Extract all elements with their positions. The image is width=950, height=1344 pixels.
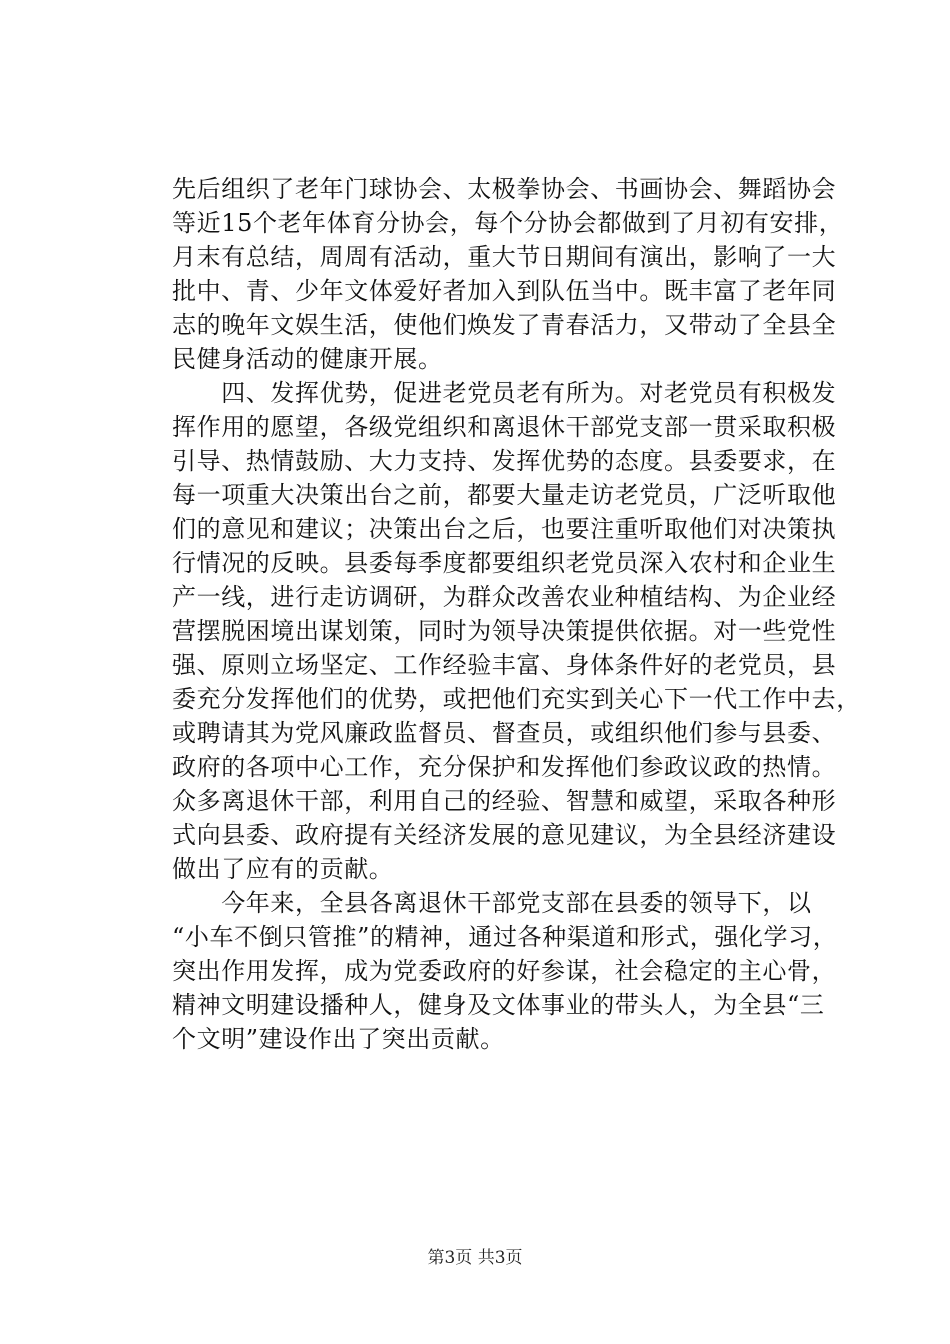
text-line: 们的意见和建议；决策出台之后，也要注重听取他们对决策执 — [172, 515, 837, 543]
text-line: 做出了应有的贡献。 — [172, 855, 394, 883]
text-line: “小车不倒只管推”的精神，通过各种渠道和形式，强化学习， — [172, 923, 838, 951]
text-line: 引导、热情鼓励、大力支持、发挥优势的态度。县委要求，在 — [172, 447, 837, 475]
text-line: 四、发挥优势，促进老党员老有所为。对老党员有积极发 — [172, 379, 837, 407]
text-line: 志的晚年文娱生活，使他们焕发了青春活力，又带动了全县全 — [172, 311, 837, 339]
text-line: 或聘请其为党风廉政监督员、督查员，或组织他们参与县委、 — [172, 719, 837, 747]
text-line: 等近15个老年体育分协会，每个分协会都做到了月初有安排， — [172, 209, 844, 237]
text-line: 今年来，全县各离退休干部党支部在县委的领导下，以 — [172, 889, 812, 917]
text-line: 营摆脱困境出谋划策，同时为领导决策提供依据。对一些党性 — [172, 617, 837, 645]
text-line: 每一项重大决策出台之前，都要大量走访老党员，广泛听取他 — [172, 481, 837, 509]
text-line: 委充分发挥他们的优势，或把他们充实到关心下一代工作中去， — [172, 685, 861, 713]
text-line: 式向县委、政府提有关经济发展的意见建议，为全县经济建设 — [172, 821, 837, 849]
text-line: 个文明”建设作出了突出贡献。 — [172, 1025, 505, 1053]
text-line: 突出作用发挥，成为党委政府的好参谋，社会稳定的主心骨， — [172, 957, 837, 985]
text-line: 行情况的反映。县委每季度都要组织老党员深入农村和企业生 — [172, 549, 837, 577]
text-line: 精神文明建设播种人，健身及文体事业的带头人，为全县“三 — [172, 991, 825, 1019]
text-line: 月末有总结，周周有活动，重大节日期间有演出，影响了一大 — [172, 243, 837, 271]
text-line: 众多离退休干部，利用自己的经验、智慧和威望，采取各种形 — [172, 787, 837, 815]
text-line: 挥作用的愿望，各级党组织和离退休干部党支部一贯采取积极 — [172, 413, 837, 441]
text-line: 民健身活动的健康开展。 — [172, 345, 443, 373]
text-line: 批中、青、少年文体爱好者加入到队伍当中。既丰富了老年同 — [172, 277, 837, 305]
text-line: 强、原则立场坚定、工作经验丰富、身体条件好的老党员，县 — [172, 651, 837, 679]
text-line: 先后组织了老年门球协会、太极拳协会、书画协会、舞蹈协会 — [172, 175, 837, 203]
text-line: 政府的各项中心工作，充分保护和发挥他们参政议政的热情。 — [172, 753, 837, 781]
text-line: 产一线，进行走访调研，为群众改善农业种植结构、为企业经 — [172, 583, 837, 611]
page-footer: 第3页 共3页 — [427, 1248, 523, 1268]
